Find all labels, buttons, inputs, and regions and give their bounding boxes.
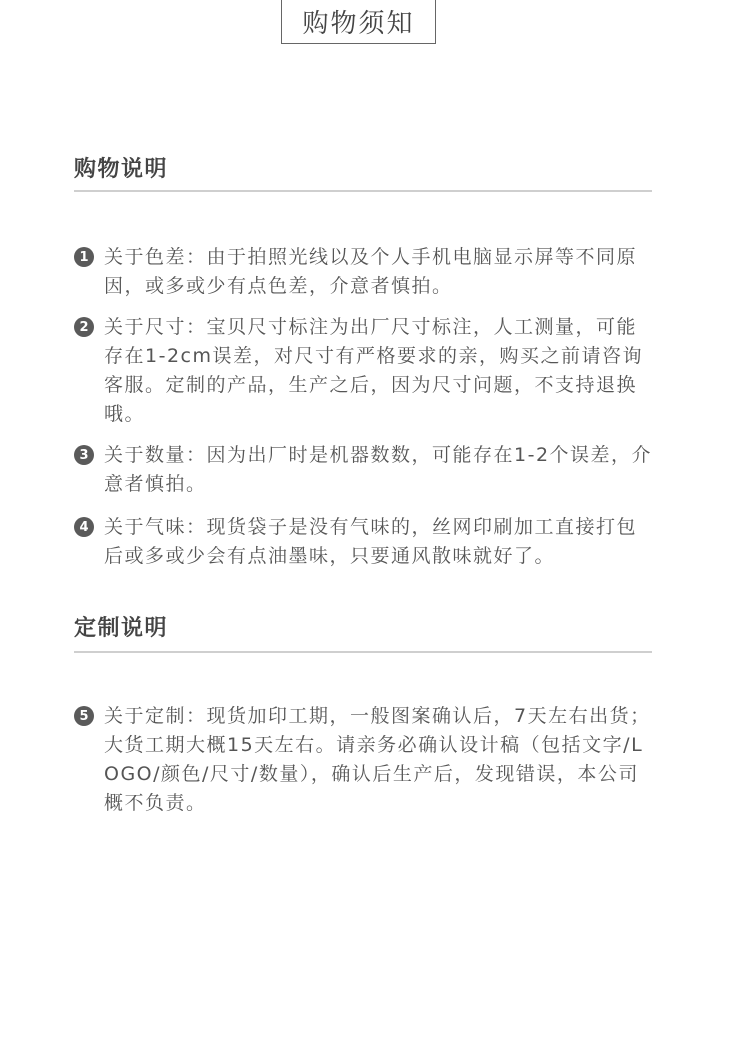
number-3-icon: 3 [74, 445, 94, 465]
number-2-icon: 2 [74, 317, 94, 337]
number-1-icon: 1 [74, 247, 94, 267]
list-item [74, 513, 654, 571]
number-5-icon: 5 [74, 706, 94, 726]
list-item [74, 313, 654, 429]
list-item [74, 441, 654, 499]
list-item [74, 702, 654, 818]
section-divider [74, 651, 652, 653]
item-text: 关于色差：由于拍照光线以及个人手机电脑显示屏等不同原因，或多或少有点色差，介意者慎拍。 [104, 246, 638, 297]
section-heading-shopping: 购物说明 [74, 157, 169, 182]
number-4-icon: 4 [74, 517, 94, 537]
page-title: 购物须知 [281, 0, 436, 44]
section-divider [74, 190, 652, 192]
item-text: 关于气味：现货袋子是没有气味的，丝网印刷加工直接打包后或多或少会有点油墨味，只要通风散味就好了。 [104, 516, 638, 567]
section-heading-customization: 定制说明 [74, 616, 169, 641]
item-text: 关于数量：因为出厂时是机器数数，可能存在1-2个误差，介意者慎拍。 [104, 444, 653, 495]
item-text: 关于尺寸：宝贝尺寸标注为出厂尺寸标注，人工测量，可能存在1-2cm误差，对尺寸有严格要求的亲，购买之前请咨询客服。定制的产品，生产之后，因为尺寸问题，不支持退换哦。 [104, 316, 643, 425]
item-text: 关于定制：现货加印工期，一般图案确认后，7天左右出货；大货工期大概15天左右。请亲务必确认设计稿（包括文字/LOGO/颜色/尺寸/数量），确认后生产后，发现错误，本公司概不负责。 [104, 705, 651, 814]
list-item [74, 243, 654, 301]
